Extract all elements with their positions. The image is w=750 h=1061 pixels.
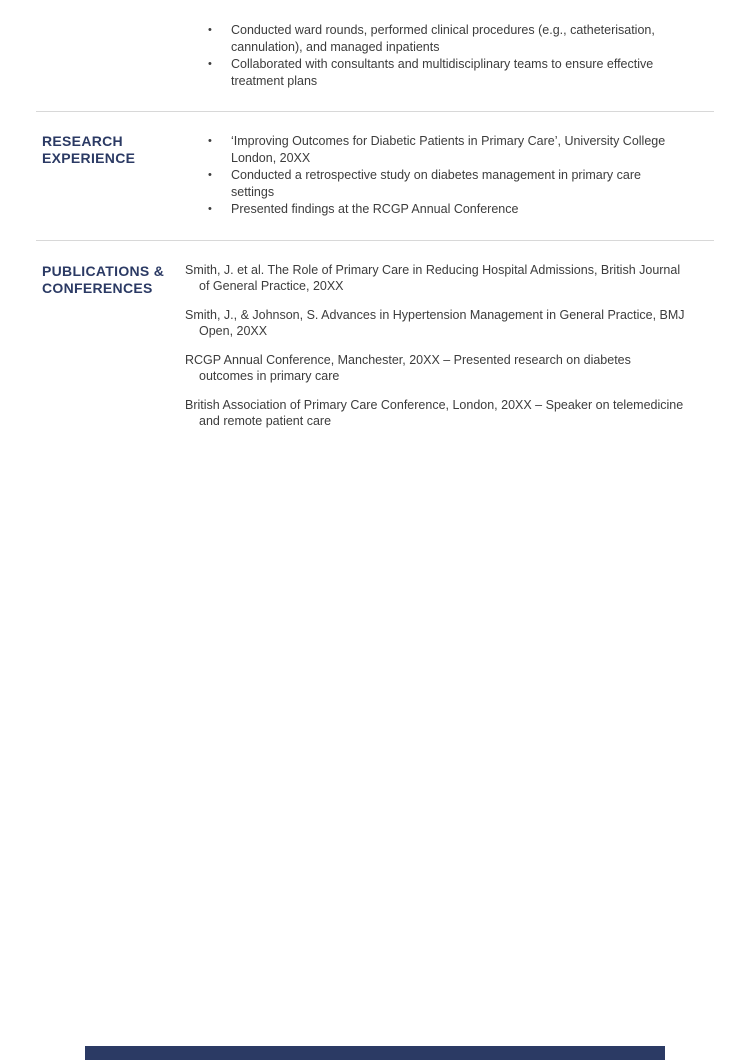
bullet-item — [185, 201, 712, 218]
bullet-line: Conducted ward rounds, performed clinical procedures (e.g., catheterisation, — [231, 23, 655, 37]
bullet-text — [231, 22, 712, 56]
bullet-line: cannulation), and managed inpatients — [231, 40, 440, 54]
section-label-spacer — [42, 22, 185, 90]
conference-line: British Association of Primary Care Conference, London, 20XX – Speaker on telemedicine — [185, 398, 684, 412]
section-label — [42, 263, 185, 429]
bullet-icon: • — [208, 135, 212, 147]
bullet-text — [231, 133, 712, 167]
section-clinical-continuation — [0, 0, 750, 111]
bullet-item — [185, 167, 712, 201]
bullet-item — [185, 133, 712, 167]
conference-line: outcomes in primary care — [199, 368, 340, 383]
publication-entry — [185, 308, 712, 339]
bullet-icon: • — [208, 169, 212, 181]
bullet-icon: • — [208, 203, 212, 215]
section-research-experience — [0, 112, 750, 240]
publication-line: of General Practice, 20XX — [199, 278, 344, 293]
bullet-line: London, 20XX — [231, 151, 311, 165]
bullet-text — [231, 56, 712, 90]
bullet-item — [185, 22, 712, 56]
conference-line: and remote patient care — [199, 413, 332, 428]
publication-entry — [185, 263, 712, 294]
publication-line: Open, 20XX — [199, 323, 268, 338]
bullet-line: settings — [231, 185, 275, 199]
section-publications-conferences — [0, 241, 750, 449]
section-content — [185, 263, 712, 429]
bullet-icon: • — [208, 24, 212, 36]
section-content — [185, 22, 712, 90]
section-label — [42, 133, 185, 218]
conference-line: RCGP Annual Conference, Manchester, 20XX – Presented research on diabetes — [185, 353, 631, 367]
conference-entry — [185, 353, 712, 384]
bullet-line: Collaborated with consultants and multidisciplinary teams to ensure effective — [231, 57, 654, 71]
conference-entry — [185, 398, 712, 429]
publication-line: Smith, J. et al. The Role of Primary Care in Reducing Hospital Admissions, British Journal — [185, 263, 681, 277]
page-bottom-band — [85, 1046, 665, 1060]
publication-line: Smith, J., & Johnson, S. Advances in Hypertension Management in General Practice, BMJ — [185, 308, 685, 322]
bullet-line: ‘Improving Outcomes for Diabetic Patients in Primary Care’, University College — [231, 134, 666, 148]
bullet-icon: • — [208, 58, 212, 70]
section-heading: PUBLICATIONS & CONFERENCES — [42, 263, 165, 296]
bullet-line: Conducted a retrospective study on diabetes management in primary care — [231, 168, 641, 182]
bullet-item — [185, 56, 712, 90]
section-heading: RESEARCH EXPERIENCE — [42, 133, 136, 166]
section-content — [185, 133, 712, 218]
bullet-line: Presented findings at the RCGP Annual Conference — [231, 202, 519, 216]
bullet-text — [231, 201, 712, 218]
bullet-text — [231, 167, 712, 201]
bullet-line: treatment plans — [231, 74, 318, 88]
